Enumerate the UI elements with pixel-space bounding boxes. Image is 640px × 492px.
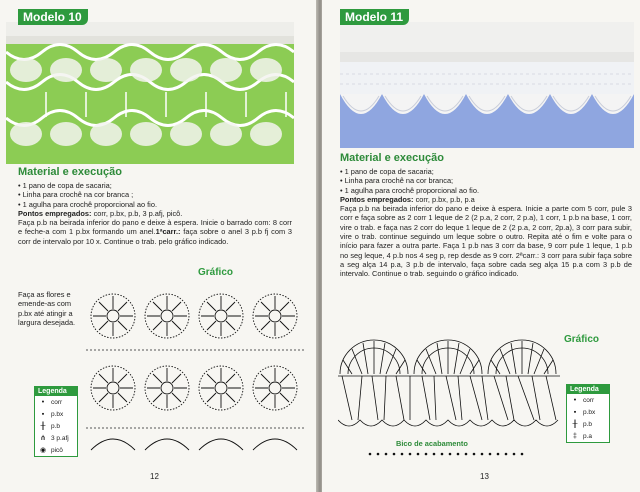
model-title: Modelo 10 [18,9,88,25]
scallop-fan-3 [488,340,556,374]
slip-stitch-icon: ▪ [41,410,45,418]
legend-label: picô [51,446,63,454]
legend-item [35,420,77,432]
flower-motif-row-3 [91,439,297,450]
scallop-fan-2 [414,340,482,374]
legend-title: Legenda [567,385,609,394]
crochet-chart-flowers [86,278,304,464]
legend-title: Legenda [35,387,77,396]
bico-chain-row [366,450,566,458]
legend-label: corr [583,396,595,404]
legend-item [35,396,77,408]
lace-photo-modelo-10 [6,22,294,164]
stitches-label: Pontos empregados: [340,194,414,204]
chain-icon: • [573,396,577,404]
scallop-fan-1 [340,340,408,374]
material-item: • Linha para crochê na cor branca ; [18,190,134,200]
model-title: Modelo 11 [340,9,409,25]
page-number: 12 [150,472,159,481]
stitches-value: corr, p.bx, p.b, p.a [413,194,475,204]
lace-edging-image [6,22,294,164]
bico-label: Bico de acabamento [396,439,468,448]
picot-icon: ◉ [39,447,47,454]
left-page [0,0,318,492]
legend-label: p.bx [51,410,64,418]
lace-photo-modelo-11 [340,22,634,148]
legend-item [567,430,609,442]
cluster-icon: ⋔ [40,435,46,442]
legend-item [567,406,609,418]
legend-item [35,432,77,444]
legend-label: p.b [583,420,593,428]
material-item: • Linha para crochê na cor branca; [340,176,454,186]
instructions-block [340,167,632,279]
row-label: 1ªcarr.: [155,227,181,237]
grafico-title: Gráfico [564,334,600,345]
instructions-text: Faça p.b na beirada inferior do pano e deixe à espera. Inicie a parte com 5 corr, pule 3 corr e faça sobre as 2 corr 1 leque de 2 (2 p.a, 2 corr, 2 p.a), 1 corr, 1 p.b na base, 1 corr, vire o trab. e faça nas 2 corr do leque 1 leque de 2 (2 p.a, 2 corr, 2p.a), 3 corr para subir, vire o trab. continue seguindo um leque sobre o outro. Repita até o fim e volte para o início para fazer a outra parte. Faça 1 p.b nas 3 corr da base, 9 corr pule 1 leque, 1 p.b no seg leque, 4 p.b nos 4 seg p, rep desde as 9 corr. 2ªcarr.: 3 corr para subir faça sobre a seg alça 14 p.a, 3 p.b de intervalo, faça sobre cada seg alça 15 p.a com 3 p.b de intervalo. Continue o trab. seguindo o gráfico indicado. [340,204,632,279]
legend-item [567,418,609,430]
legend-label: 3 p.afj [51,434,69,442]
flowers-note: Faça as flores e emende-as com p.bx até atingir a largura desejada. [18,290,76,327]
flower-motif-row-1 [91,294,297,338]
material-item: • 1 agulha para crochê proporcional ao fio. [340,185,479,195]
legend-item [35,444,77,456]
grafico-title: Gráfico [198,267,234,278]
instructions-text-2: faça sobre o anel 3 p.b fj com 3 corr de intervalo por 10 x. Continue o trab. pelo gráfico indicado. [18,227,292,246]
legend-item [35,408,77,420]
fan-base-row [338,376,558,426]
instructions-block [18,181,292,246]
material-item: • 1 pano de copa de sacaria; [18,181,112,190]
section-title: Material e execução [18,166,122,178]
page-number: 13 [480,472,489,481]
legend-label: p.bx [583,408,596,416]
material-item: • 1 agulha para crochê proporcional ao fio. [18,199,157,209]
single-crochet-icon: ╫ [40,422,46,430]
material-item: • 1 pano de copa de sacaria; [340,167,434,176]
legend-label: p.a [583,432,593,440]
lace-edging-image [340,22,634,148]
flower-motif-row-2 [91,366,297,410]
single-crochet-icon: ╫ [572,420,578,428]
legend-item [567,394,609,406]
crochet-chart-scallops [338,334,560,436]
legend-label: p.b [51,422,61,430]
legend [566,384,610,443]
stitches-value: corr, p.bx, p.b, 3 p.afj, picô. [91,208,183,218]
chain-icon: • [41,398,45,406]
instructions-text: Faça p.b na beirada inferior do pano e deixe à espera. Inicie o barrado com: 8 corr e feche-a com 1 p.bx formando um anel. [18,218,292,237]
legend-label: corr [51,398,63,406]
slip-stitch-icon: ▪ [573,408,577,416]
right-page [322,0,640,492]
stitches-label: Pontos empregados: [18,208,92,218]
section-title: Material e execução [340,152,444,164]
legend [34,386,78,457]
double-crochet-icon: ‡ [573,432,577,440]
